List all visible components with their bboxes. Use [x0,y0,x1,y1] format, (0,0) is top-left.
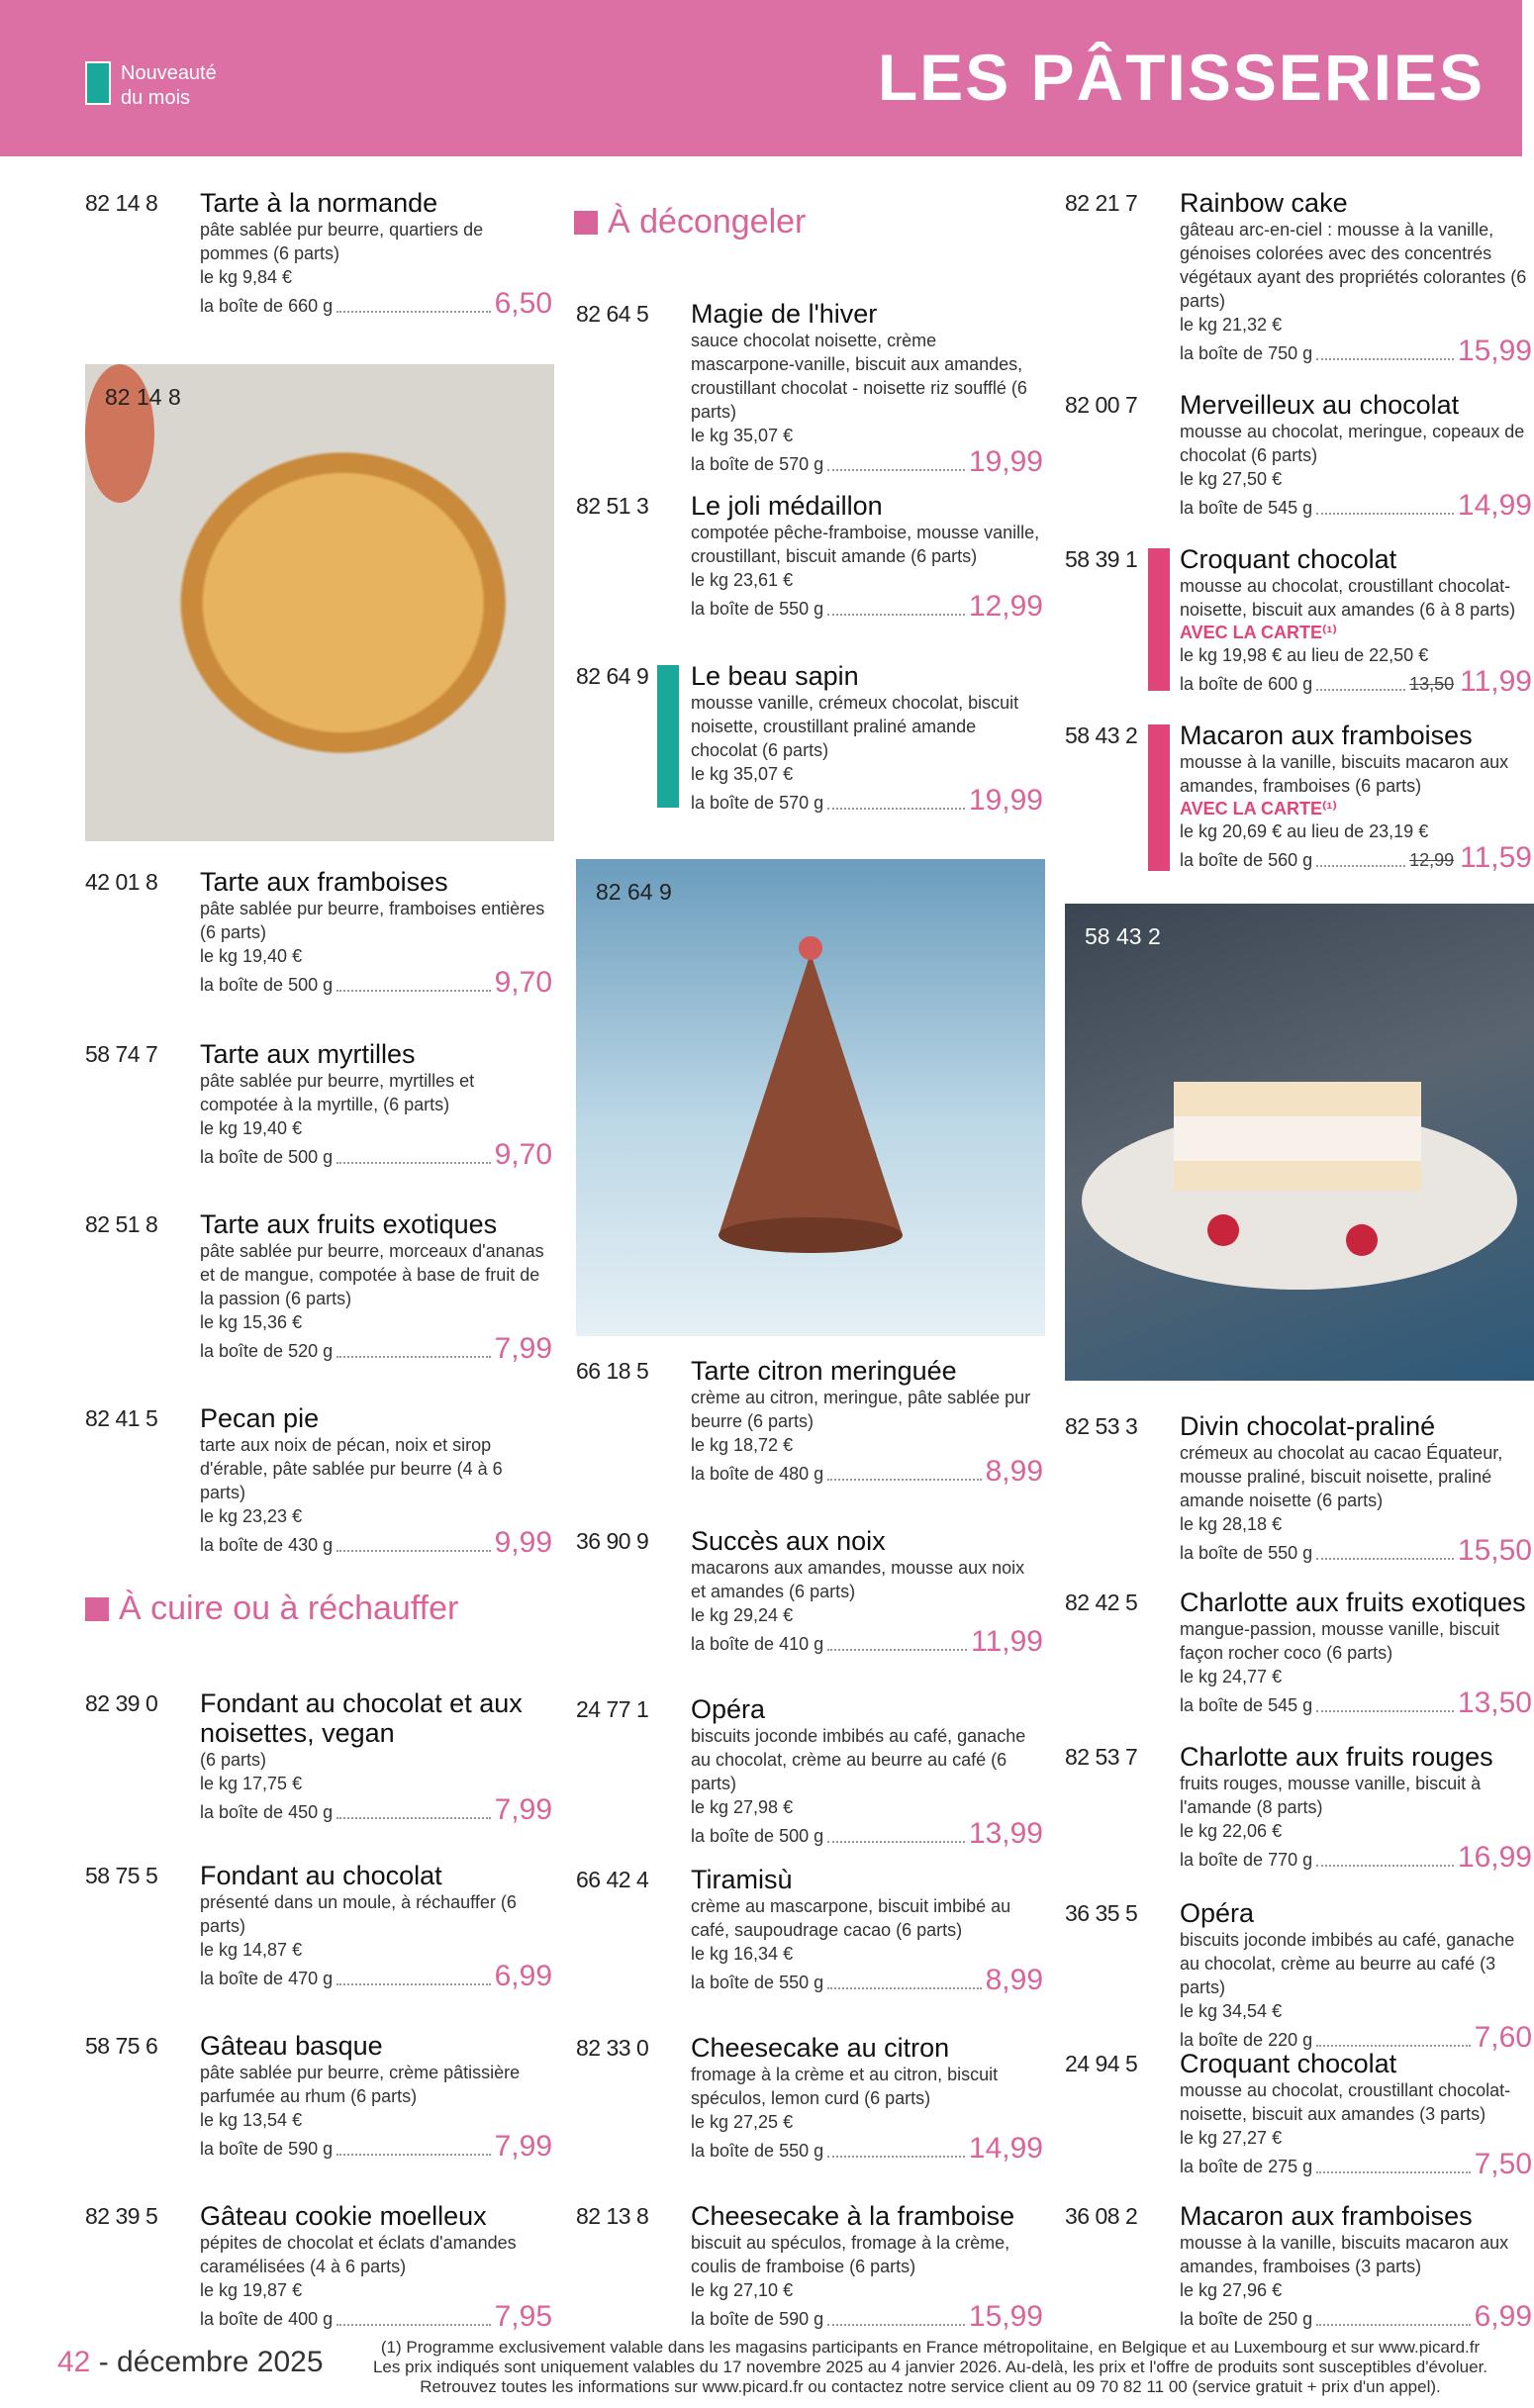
old-price: 12,99 [1409,850,1455,870]
dot-leader [1316,865,1405,867]
product-body [200,1688,552,1825]
product-body [1180,1588,1532,1718]
dot-leader [1316,689,1405,691]
product-name: Macaron aux framboises [1180,2201,1473,2231]
product-name: Gâteau basque [200,2031,383,2061]
box-weight: la boîte de 410 g [691,1634,824,1654]
box-weight: la boîte de 560 g [1180,850,1313,870]
product-price: 13,50 [1457,1686,1532,1719]
box-price-row [1180,2150,1532,2179]
dot-leader [827,1649,967,1651]
product-price: 6,99 [494,1960,552,1992]
product-price: 8,99 [985,1964,1043,1996]
price-per-kg: le kg 27,10 € [691,2280,794,2300]
product-price: 15,99 [968,2300,1043,2333]
dot-leader [827,808,965,810]
product-price: 7,99 [494,1793,552,1826]
product-name: Tarte citron meringuée [691,1356,957,1386]
footer-note-3: Retrouvez toutes les informations sur www.picard.fr ou contactez notre service client au 09 70 82 11 00 (service gratuit + prix d'un appel). [420,2377,1441,2396]
product-code: 82 64 5 [576,301,649,327]
box-weight: la boîte de 570 g [691,793,824,813]
dot-leader [336,311,490,313]
old-price: 13,50 [1409,674,1455,694]
product-code: 42 01 8 [85,869,158,895]
product-price: 11,99 [971,1625,1043,1658]
product-body [200,2031,552,2162]
product-description: mousse à la vanille, biscuits macaron aux amandes, framboises (6 parts) [1180,752,1509,796]
product-name: Macaron aux framboises [1180,721,1473,750]
price-per-kg: le kg 29,24 € [691,1605,794,1625]
product-body [1180,188,1532,366]
product-body [1180,390,1532,521]
box-weight: la boîte de 550 g [691,2141,824,2161]
box-price-row [691,1966,1043,1995]
product-description: mousse au chocolat, croustillant chocolat-noisette, biscuit aux amandes (3 parts) [1180,2080,1511,2124]
box-price-row [200,1528,552,1558]
price-per-kg: le kg 19,40 € [200,1118,303,1138]
product-body [691,491,1043,622]
box-weight: la boîte de 550 g [1180,1543,1313,1563]
product-price: 13,99 [968,1817,1043,1850]
dot-leader [336,1550,490,1552]
box-weight: la boîte de 545 g [1180,498,1313,518]
card-offer-label: AVEC LA CARTE⁽¹⁾ [1180,623,1337,642]
dot-leader [336,1162,490,1164]
product-name: Merveilleux au chocolat [1180,390,1460,420]
price-per-kg: le kg 23,61 € [691,570,794,590]
box-weight: la boîte de 660 g [200,296,334,316]
product-name: Gâteau cookie moelleux [200,2201,487,2231]
product-description: pâte sablée pur beurre, morceaux d'ananas et de mangue, compotée à base de fruit de la passion (6 parts) [200,1241,544,1308]
product-description: fromage à la crème et au citron, biscuit spéculos, lemon curd (6 parts) [691,2065,999,2108]
footer-notes [336,2338,1524,2397]
product-body [1180,721,1532,873]
box-weight: la boîte de 470 g [200,1969,334,1988]
page-header [0,0,1522,156]
product-body [1180,544,1532,697]
box-price-row [1180,1536,1532,1566]
product-description: mousse au chocolat, meringue, copeaux de chocolat (6 parts) [1180,422,1525,465]
product-description: présenté dans un moule, à réchauffer (6 parts) [200,1892,517,1936]
box-price-row [200,1962,552,1991]
box-price-row [691,592,1043,622]
product-description: macarons aux amandes, mousse aux noix et amandes (6 parts) [691,1558,1025,1601]
dot-leader [827,469,965,471]
dot-leader [1316,1710,1454,1712]
box-weight: la boîte de 520 g [200,1341,334,1361]
box-weight: la boîte de 770 g [1180,1850,1313,1870]
product-name: Charlotte aux fruits exotiques [1180,1588,1526,1617]
product-code: 82 64 9 [576,663,649,689]
box-weight: la boîte de 250 g [1180,2309,1313,2329]
price-per-kg: le kg 24,77 € [1180,1667,1283,1686]
product-code: 82 53 3 [1065,1413,1138,1439]
product-description: tarte aux noix de pécan, noix et sirop d'érable, pâte sablée pur beurre (4 à 6 parts) [200,1435,503,1502]
dot-leader [1316,2171,1470,2173]
dot-leader [827,614,965,616]
product-description: fruits rouges, mousse vanille, biscuit à l'amande (8 parts) [1180,1774,1482,1817]
product-code: 36 90 9 [576,1528,649,1554]
product-description: pâte sablée pur beurre, crème pâtissière parfumée au rhum (6 parts) [200,2063,521,2106]
box-price-row [200,1334,552,1364]
image-code: 58 43 2 [1085,923,1161,949]
product-price: 6,99 [1474,2300,1532,2333]
product-code: 36 35 5 [1065,1900,1138,1926]
price-per-kg: le kg 19,40 € [200,946,303,966]
product-name: Tarte aux myrtilles [200,1039,416,1069]
product-body [691,1694,1043,1849]
footer-note-2: Les prix indiqués sont uniquement valables du 17 novembre 2025 au 4 janvier 2026. Au-delà, les prix et l'offre de produits sont susceptibles d'évoluer. [372,2358,1488,2376]
section-decongeler [574,203,806,241]
product-name: Cheesecake à la framboise [691,2201,1015,2231]
product-name: Pecan pie [200,1403,320,1433]
section-cuire [85,1589,458,1628]
new-badge-label: Nouveauté du mois [121,62,217,109]
product-body [1180,2201,1532,2332]
product-code: 58 39 1 [1065,546,1138,572]
product-body [200,1403,552,1558]
box-weight: la boîte de 430 g [200,1535,334,1555]
box-weight: la boîte de 220 g [1180,2030,1313,2050]
product-price: 19,99 [968,445,1043,478]
macaron-cake-icon [1065,904,1534,1381]
product-description: (6 parts) [200,1750,267,1770]
product-code: 82 41 5 [85,1405,158,1431]
product-name: Divin chocolat-praliné [1180,1411,1436,1441]
product-price: 9,70 [494,966,552,999]
product-description: mousse vanille, crémeux chocolat, biscuit noisette, croustillant praliné amande chocolat (6 parts) [691,693,1019,760]
dot-leader [1316,1865,1454,1867]
dot-leader [336,1817,490,1819]
product-body [200,1039,552,1170]
box-weight: la boîte de 750 g [1180,343,1313,363]
product-price: 14,99 [968,2132,1043,2165]
product-price: 16,99 [1457,1841,1532,1874]
product-name: Le joli médaillon [691,491,883,521]
dot-leader [1316,1558,1454,1560]
price-per-kg: le kg 9,84 € [200,267,293,287]
product-price: 11,59 [1460,841,1532,874]
image-code: 82 64 9 [596,879,672,905]
product-name: Tarte aux framboises [200,867,448,897]
product-description: pâte sablée pur beurre, framboises entières (6 parts) [200,899,545,942]
new-badge-icon [85,61,111,105]
product-price: 15,99 [1457,335,1532,367]
product-name: Charlotte aux fruits rouges [1180,1742,1493,1772]
product-code: 82 39 0 [85,1690,158,1716]
product-description: pépites de chocolat et éclats d'amandes caramélisées (4 à 6 parts) [200,2233,517,2276]
box-weight: la boîte de 500 g [691,1826,824,1846]
product-body [200,867,552,998]
product-code: 82 51 8 [85,1211,158,1237]
box-price-row [1180,491,1532,521]
product-body [1180,1898,1532,2053]
box-price-row [200,1795,552,1825]
product-name: Rainbow cake [1180,188,1348,218]
product-code: 82 33 0 [576,2035,649,2061]
product-body [1180,1742,1532,1873]
price-per-kg: le kg 22,06 € [1180,1821,1283,1841]
price-per-kg: le kg 27,96 € [1180,2280,1283,2300]
product-body [691,1526,1043,1657]
product-body [200,188,552,319]
card-offer-label: AVEC LA CARTE⁽¹⁾ [1180,799,1337,819]
price-per-kg: le kg 15,36 € [200,1312,303,1332]
box-price-row [691,786,1043,816]
image-code: 82 14 8 [105,384,181,410]
product-price: 7,50 [1474,2148,1532,2180]
product-code: 58 43 2 [1065,722,1138,748]
product-code: 82 39 5 [85,2203,158,2229]
product-name: Le beau sapin [691,661,859,691]
product-name: Croquant chocolat [1180,544,1397,574]
product-price: 15,50 [1457,1534,1532,1567]
product-name: Tarte à la normande [200,188,438,218]
page-title: LES PÂTISSERIES [877,41,1485,114]
dot-leader [827,2156,965,2158]
product-price: 19,99 [968,784,1043,817]
product-code: 82 53 7 [1065,1744,1138,1770]
dot-leader [336,2324,490,2326]
product-body [200,1861,552,1991]
product-code: 82 51 3 [576,493,649,519]
product-body [691,661,1043,816]
product-name: Fondant au chocolat [200,1861,442,1890]
dot-leader [336,990,490,992]
product-description: pâte sablée pur beurre, myrtilles et compotée à la myrtille, (6 parts) [200,1071,475,1114]
box-price-row [1180,1843,1532,1873]
product-price: 14,99 [1457,489,1532,522]
box-price-row [691,1627,1043,1657]
product-description: crémeux au chocolat au cacao Équateur, mousse praliné, biscuit noisette, praliné amande noisette (6 parts) [1180,1443,1503,1510]
box-price-row [691,447,1043,477]
product-description: mangue-passion, mousse vanille, biscuit façon rocher coco (6 parts) [1180,1619,1500,1663]
dot-leader [827,2324,965,2326]
product-code: 58 75 6 [85,2033,158,2059]
product-body [691,2201,1043,2332]
price-per-kg: le kg 18,72 € [691,1435,794,1455]
product-code: 66 18 5 [576,1358,649,1384]
box-price-row [1180,337,1532,366]
box-price-row [1180,2302,1532,2332]
product-body [200,1209,552,1364]
product-description: mousse à la vanille, biscuits macaron aux amandes, framboises (3 parts) [1180,2233,1509,2276]
product-name: Tarte aux fruits exotiques [200,1209,498,1239]
price-per-kg: le kg 23,23 € [200,1506,303,1526]
product-body [1180,2049,1532,2179]
sapin-cake-icon [576,859,1045,1336]
product-code: 58 74 7 [85,1041,158,1067]
price-per-kg: le kg 27,25 € [691,2112,794,2132]
product-price: 7,60 [1474,2021,1532,2054]
footer-note-1: (1) Programme exclusivement valable dans les magasins participants en France métropolitaine, en Belgique et au Luxembourg et sur www.picard.fr [380,2338,1481,2357]
box-weight: la boîte de 570 g [691,454,824,474]
product-code: 82 13 8 [576,2203,649,2229]
product-price: 7,95 [494,2300,552,2333]
section-title: À décongeler [608,203,807,241]
product-price: 12,99 [968,590,1043,623]
product-price: 9,99 [494,1526,552,1559]
product-code: 24 77 1 [576,1696,649,1722]
product-description: gâteau arc-en-ciel : mousse à la vanille, génoises colorées avec des concentrés végétaux ayant des propriétés colorantes (6 parts) [1180,220,1527,311]
box-price-row [200,2132,552,2162]
box-weight: la boîte de 545 g [1180,1695,1313,1715]
box-price-row [691,2134,1043,2164]
box-price-row [691,2302,1043,2332]
product-name: Cheesecake au citron [691,2033,950,2063]
product-body [200,2201,552,2332]
price-per-kg: le kg 27,50 € [1180,469,1283,489]
dot-leader [336,1983,490,1985]
price-per-kg: le kg 27,27 € [1180,2128,1283,2148]
box-price-row [691,1819,1043,1849]
product-name: Succès aux noix [691,1526,886,1556]
section-square-icon [574,211,598,235]
box-price-row [1180,667,1532,697]
tarte-normande-image [85,364,554,841]
price-per-kg: le kg 34,54 € [1180,2001,1283,2021]
product-description: biscuits joconde imbibés au café, ganache au chocolat, crème au beurre au café (6 parts) [691,1726,1026,1793]
dot-leader [827,1479,981,1481]
box-price-row [691,1457,1043,1487]
box-weight: la boîte de 590 g [200,2139,334,2159]
product-code: 24 94 5 [1065,2051,1138,2076]
product-description: biscuit au spéculos, fromage à la crème, coulis de framboise (6 parts) [691,2233,1010,2276]
box-price-row [200,289,552,319]
product-price: 7,99 [494,1332,552,1365]
beau-sapin-image [576,859,1045,1336]
product-code: 82 00 7 [1065,392,1138,418]
price-per-kg: le kg 19,98 € au lieu de 22,50 € [1180,645,1429,665]
price-per-kg: le kg 17,75 € [200,1774,303,1793]
page-number: 42 - décembre 2025 [57,2346,324,2378]
product-description: biscuits joconde imbibés au café, ganache au chocolat, crème au beurre au café (3 parts) [1180,1930,1515,1997]
product-price: 6,50 [494,287,552,320]
product-price: 11,99 [1460,665,1532,698]
price-per-kg: le kg 13,54 € [200,2110,303,2130]
product-name: Magie de l'hiver [691,299,878,329]
box-weight: la boîte de 550 g [691,599,824,619]
price-per-kg: le kg 21,32 € [1180,315,1283,335]
box-weight: la boîte de 500 g [200,1147,334,1167]
product-name: Tiramisù [691,1865,793,1894]
product-body [691,299,1043,477]
box-price-row [200,2302,552,2332]
dot-leader [1316,2324,1470,2326]
product-price: 7,99 [494,2130,552,2163]
product-code: 82 14 8 [85,190,158,216]
product-code: 66 42 4 [576,1867,649,1892]
box-price-row [200,968,552,998]
product-name: Fondant au chocolat et aux noisettes, vegan [200,1688,523,1748]
product-name: Opéra [691,1694,766,1724]
product-code: 36 08 2 [1065,2203,1138,2229]
dot-leader [1316,358,1454,360]
product-price: 8,99 [985,1455,1043,1488]
dot-leader [336,2154,490,2156]
dot-leader [336,1356,490,1358]
dot-leader [1316,513,1454,515]
product-description: pâte sablée pur beurre, quartiers de pommes (6 parts) [200,220,484,263]
box-weight: la boîte de 480 g [691,1464,824,1484]
box-price-row [200,1140,552,1170]
price-per-kg: le kg 14,87 € [200,1940,303,1960]
box-weight: la boîte de 590 g [691,2309,824,2329]
product-name: Croquant chocolat [1180,2049,1397,2078]
price-per-kg: le kg 19,87 € [200,2280,303,2300]
price-per-kg: le kg 27,98 € [691,1797,794,1817]
product-description: crème au mascarpone, biscuit imbibé au café, saupoudrage cacao (6 parts) [691,1896,1011,1940]
price-per-kg: le kg 35,07 € [691,764,794,784]
section-title: À cuire ou à réchauffer [119,1589,459,1627]
macaron-framboises-image [1065,904,1534,1381]
section-square-icon [85,1597,109,1621]
product-body [691,1356,1043,1487]
box-weight: la boîte de 450 g [200,1802,334,1822]
dot-leader [827,1841,965,1843]
product-description: compotée pêche-framboise, mousse vanille, croustillant, biscuit amande (6 parts) [691,523,1040,566]
price-per-kg: le kg 35,07 € [691,426,794,445]
product-price: 9,70 [494,1138,552,1171]
product-description: sauce chocolat noisette, crème mascarpone-vanille, biscuit aux amandes, croustillant chocolat - noisette riz soufflé (6 parts) [691,331,1027,422]
product-description: crème au citron, meringue, pâte sablée pur beurre (6 parts) [691,1388,1031,1431]
price-per-kg: le kg 28,18 € [1180,1514,1283,1534]
box-weight: la boîte de 275 g [1180,2157,1313,2176]
product-body [1180,1411,1532,1566]
box-weight: la boîte de 600 g [1180,674,1313,694]
box-price-row [1180,843,1532,873]
product-body [691,2033,1043,2164]
box-price-row [1180,1688,1532,1718]
product-name: Opéra [1180,1898,1255,1928]
box-weight: la boîte de 550 g [691,1973,824,1992]
dot-leader [1316,2045,1470,2047]
product-body [691,1865,1043,1995]
product-code: 82 42 5 [1065,1589,1138,1615]
product-description: mousse au chocolat, croustillant chocolat-noisette, biscuit aux amandes (6 à 8 parts) [1180,576,1516,620]
price-per-kg: le kg 20,69 € au lieu de 23,19 € [1180,821,1429,841]
price-per-kg: le kg 16,34 € [691,1944,794,1964]
product-code: 82 21 7 [1065,190,1138,216]
dot-leader [827,1987,981,1989]
box-weight: la boîte de 400 g [200,2309,334,2329]
box-weight: la boîte de 500 g [200,975,334,995]
product-code: 58 75 5 [85,1863,158,1888]
